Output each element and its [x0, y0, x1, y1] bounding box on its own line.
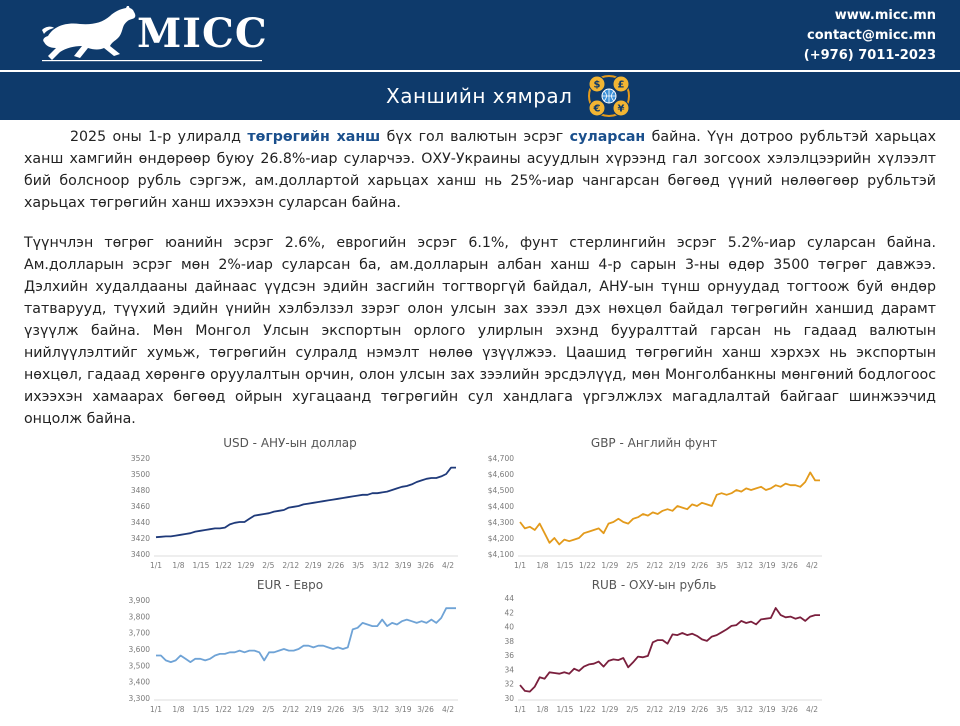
x-tick-label: 2/12 [282, 705, 300, 714]
phone-number: (+976) 7011-2023 [803, 48, 936, 63]
y-tick-label: $4,700 [487, 454, 514, 463]
chart-title: RUB - ОХУ-ын рубль [591, 578, 717, 592]
y-tick-label: 3520 [130, 454, 150, 463]
y-tick-label: 3,400 [128, 677, 150, 687]
chart-plot [484, 578, 824, 720]
highlight-mnt-rate: төгрөгийн ханш [247, 129, 381, 145]
x-tick-label: 3/5 [352, 561, 365, 570]
x-tick-label: 3/12 [736, 705, 754, 714]
chart-usd [120, 436, 460, 584]
x-tick-label: 1/22 [578, 705, 596, 714]
y-tick-label: 42 [504, 608, 514, 618]
x-tick-label: 4/2 [805, 561, 819, 570]
x-tick-label: 3/26 [417, 705, 434, 714]
x-tick-label: 1/1 [149, 561, 163, 570]
x-tick-label: 3/19 [394, 705, 412, 714]
x-tick-label: 3/5 [716, 705, 729, 714]
chart-plot [120, 436, 460, 584]
y-tick-label: $4,600 [487, 470, 514, 479]
x-tick-label: 2/19 [304, 705, 322, 714]
x-tick-label: 3/26 [781, 561, 798, 570]
chart-title: GBP - Английн фунт [590, 436, 718, 450]
svg-text:$: $ [593, 79, 601, 91]
x-tick-label: 3/19 [394, 561, 412, 570]
x-tick-label: 2/26 [691, 561, 709, 570]
x-tick-label: 3/19 [758, 705, 776, 714]
x-tick-label: 2/12 [282, 561, 300, 570]
title-bar [0, 72, 960, 120]
y-tick-label: 3400 [130, 550, 150, 559]
x-tick-label: 2/26 [691, 705, 709, 714]
x-tick-label: 3/5 [352, 705, 365, 714]
series-line [156, 468, 456, 538]
x-tick-label: 1/22 [214, 561, 232, 570]
x-tick-label: 1/29 [237, 561, 255, 570]
svg-text:€: € [593, 103, 601, 115]
x-tick-label: 1/1 [149, 705, 163, 714]
y-tick-label: 3420 [130, 534, 150, 543]
highlight-weakened: суларсан [569, 129, 646, 145]
chart-eur [120, 578, 460, 726]
x-tick-label: 2/19 [304, 561, 322, 570]
y-tick-label: 40 [504, 622, 514, 632]
x-tick-label: 2/26 [327, 561, 345, 570]
chart-plot [120, 578, 460, 720]
x-tick-label: 1/29 [601, 705, 619, 714]
x-tick-label: 1/29 [601, 561, 619, 570]
series-line [520, 608, 820, 692]
y-tick-label: 3,800 [128, 612, 150, 622]
x-tick-label: 2/19 [668, 561, 686, 570]
series-line [156, 608, 456, 662]
chart-title: USD - АНУ-ын доллар [223, 436, 357, 450]
x-tick-label: 2/5 [626, 705, 639, 714]
y-tick-label: $4,200 [487, 534, 514, 543]
x-tick-label: 1/1 [513, 561, 527, 570]
x-tick-label: 2/5 [262, 561, 275, 570]
x-tick-label: 2/5 [626, 561, 639, 570]
header-bar [0, 0, 960, 70]
y-tick-label: $4,500 [487, 486, 514, 495]
x-tick-label: 1/22 [214, 705, 232, 714]
x-tick-label: 1/22 [578, 561, 596, 570]
x-tick-label: 1/15 [192, 705, 210, 714]
y-tick-label: $4,100 [487, 550, 514, 559]
intro-paragraph: 2025 оны 1-р улиралд төгрөгийн ханш бүх гол валютын эсрэг суларсан байна. Үүн дотроо рубльтэй харьцах ханш хамгийн өндөрөөр буюу 26.8%-иар суларчээ. ОХУ-Украины асуудлын хүрээнд гал зогсоох хэлэлцээрийн хүлээлт бий болсноор рубль сэргэж, ам.доллартой харьцах ханш нь 25%-иар чангарсан бөгөөд үүний нөлөөгөөр рубльтэй харьцах төгрөгийн ханш ихээхэн суларсан байна. [24, 129, 936, 211]
y-tick-label: $4,300 [487, 518, 514, 527]
website-link[interactable]: www.micc.mn [834, 8, 936, 23]
y-tick-label: 3460 [130, 502, 150, 511]
series-line [520, 472, 820, 544]
contact-info [804, 6, 936, 66]
x-tick-label: 3/12 [372, 705, 390, 714]
y-tick-label: 3,900 [128, 596, 150, 605]
x-tick-label: 2/26 [327, 705, 345, 714]
analysis-paragraph: Түүнчлэн төгрөг юанийн эсрэг 2.6%, еврогийн эсрэг 6.1%, фунт стерлингийн эсрэг 5.2%-иар суларсан байна. Ам.долларын эсрэг мөн 2%-иар суларсан ба, ам.долларын албан ханш 4-р сарын 3-ны өдөр 3500 төгрөг давжээ. Дэлхийн худалдааны дайнаас үүдсэн эдийн засгийн тогтворгүй байдал, АНУ-ын түнш орнуудад тогтоож буй өндөр татварууд, түүхий эдийн үнийн хэлбэлзэл зэрэг олон улсын зах зээл дэх нөхцөл байдал төгрөгийн ханшид дарамт үзүүлж байна. Мөн Монгол Улсын экспортын орлого улирлын эхэнд бууралттай гарсан нь гадаад валютын нийлүүлэлтийг хумьж, төгрөгийн сулралд нэмэлт нөлөө үзүүлжээ. Цаашид төгрөгийн ханш хэрхэх нь экспортын нөхцөл, гадаад хөрөнгө оруулалтын орчин, олон улсын зах зээлийн эрсдэлүүд, мөн Монголбанкны мөнгөний бодлогоос ихээхэн хамаарах бөгөөд ойрын хугацаанд төгрөгийн сул хандлага үргэлжлэх магадлалтай байгааг шинжээчид онцолж байна. [24, 235, 936, 427]
y-tick-label: 30 [504, 694, 514, 703]
y-tick-label: 3440 [130, 518, 150, 527]
y-tick-label: 3,300 [128, 694, 150, 703]
x-tick-label: 1/15 [556, 561, 574, 570]
x-tick-label: 3/12 [736, 561, 754, 570]
x-tick-label: 4/2 [805, 705, 819, 714]
x-tick-label: 1/1 [513, 705, 527, 714]
chart-gbp [484, 436, 824, 584]
y-tick-label: 3500 [130, 470, 150, 479]
svg-text:¥: ¥ [617, 103, 625, 115]
x-tick-label: 2/12 [646, 561, 664, 570]
x-tick-label: 1/8 [172, 705, 185, 714]
x-tick-label: 1/15 [192, 561, 210, 570]
x-tick-label: 1/8 [172, 561, 185, 570]
y-tick-label: 3,700 [128, 628, 150, 638]
email-link[interactable]: contact@micc.mn [807, 28, 936, 43]
currency-exchange-icon [584, 73, 634, 119]
x-tick-label: 1/8 [536, 561, 549, 570]
y-tick-label: 36 [504, 651, 514, 661]
chart-rub [484, 578, 824, 726]
chart-title: EUR - Евро [256, 578, 324, 592]
x-tick-label: 3/26 [781, 705, 798, 714]
x-tick-label: 3/12 [372, 561, 390, 570]
x-tick-label: 1/8 [536, 705, 549, 714]
x-tick-label: 4/2 [441, 561, 455, 570]
x-tick-label: 4/2 [441, 705, 455, 714]
svg-text:£: £ [617, 79, 625, 91]
y-tick-label: 3,500 [128, 661, 150, 671]
y-tick-label: $4,400 [487, 502, 514, 511]
x-tick-label: 2/5 [262, 705, 275, 714]
y-tick-label: 44 [504, 594, 514, 603]
page-title: Ханшийн хямрал [386, 84, 573, 108]
x-tick-label: 3/26 [417, 561, 434, 570]
x-tick-label: 1/29 [237, 705, 255, 714]
x-tick-label: 3/5 [716, 561, 729, 570]
y-tick-label: 3,600 [128, 645, 150, 654]
x-tick-label: 2/12 [646, 705, 664, 714]
x-tick-label: 2/19 [668, 705, 686, 714]
y-tick-label: 32 [504, 679, 514, 689]
x-tick-label: 3/19 [758, 561, 776, 570]
y-tick-label: 3480 [130, 486, 150, 495]
brand-name: MICC [137, 10, 268, 57]
chart-plot [484, 436, 824, 584]
y-tick-label: 34 [504, 665, 514, 675]
x-tick-label: 1/15 [556, 705, 574, 714]
y-tick-label: 38 [504, 636, 514, 646]
